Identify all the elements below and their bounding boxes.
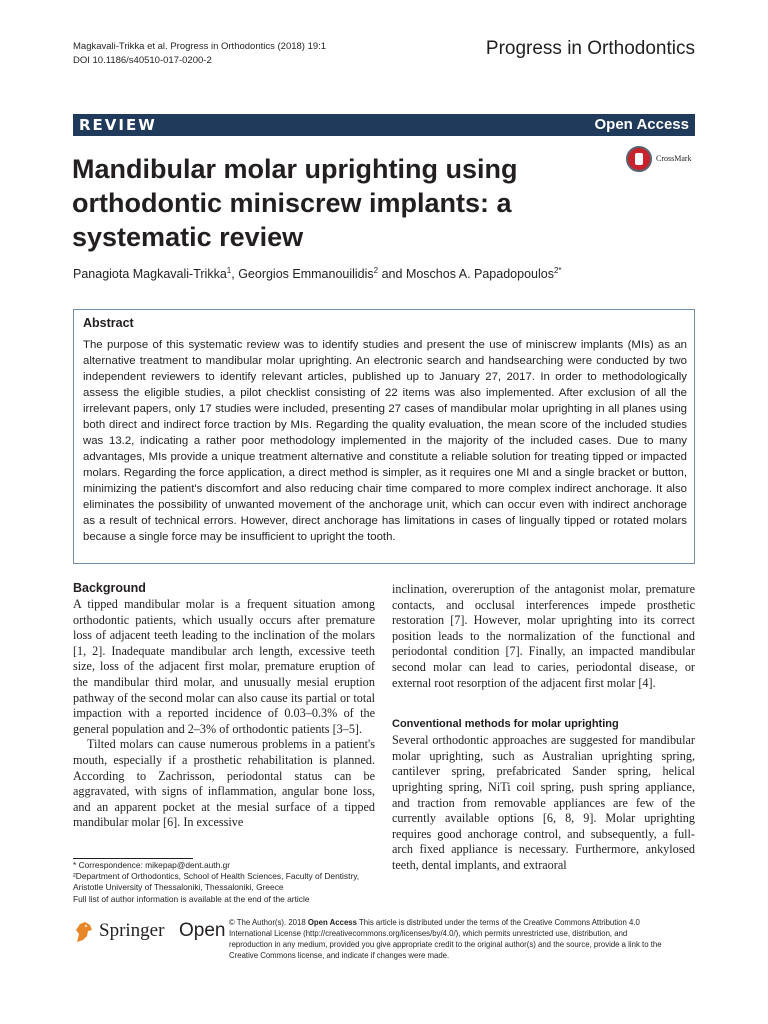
abstract-heading: Abstract: [83, 316, 134, 330]
author-affiliation: 2: [373, 266, 379, 275]
author-name: Moschos A. Papadopoulos: [405, 267, 554, 282]
footnotes: [73, 860, 378, 905]
subsection-heading-conventional: Conventional methods for molar uprighting: [392, 718, 619, 731]
journal-name: Progress in Orthodontics: [485, 38, 695, 59]
publisher-name: Springer: [99, 920, 165, 941]
author-list: Panagiota Magkavali-Trikka$^1$, Georgios Emmanouilidis$^2$ and Moschos A. Papadopoulos$^{2*}$: [73, 266, 562, 282]
crossmark-icon: [626, 146, 652, 172]
author-name: Georgios Emmanouilidis: [238, 267, 374, 282]
body-paragraph: A tipped mandibular molar is a frequent situation among orthodontic patients, which usually occurs after premature loss of adjacent teeth leading to the inclination of the molars [1, 2]. Inadequate mandibular arch length, excessive teeth size, loss of the adjacent first molar, premature eruption of the mandibular third molar, and unusually mesial eruption pathway of the second molar can also cause its partial or total impaction with a reported incidence of 0.03–0.3% of the general population and 2–3% of orthodontic patients [3–5].: [73, 597, 375, 736]
author-affiliation: 2*: [553, 266, 562, 275]
license-open-access: Open Access: [307, 918, 357, 927]
abstract-box: [73, 309, 695, 564]
author-info-note: Full list of author information is available at the end of the article: [73, 893, 310, 904]
crossmark-badge[interactable]: [626, 146, 698, 176]
article-type-band: [73, 114, 695, 136]
footnote-divider: [73, 858, 193, 859]
left-column: [73, 580, 375, 831]
publisher-open-label: Open: [179, 920, 226, 941]
crossmark-label: CrossMark: [656, 154, 692, 163]
citation-block: [73, 40, 326, 68]
body-paragraph: Tilted molars can cause numerous problems in a patient's mouth, especially if a prosthetic rehabilitation is planned. According to Zachrisson, periodontal status can be aggravated, with signs of inflammation, angular bone loss, and an apparent pocket at the mesial surface of a tipped mandibular molar [6]. In excessive: [73, 737, 375, 830]
author-affiliation: 1: [226, 266, 232, 275]
body-paragraph: Several orthodontic approaches are suggested for mandibular molar uprighting, such as Australian uprighting spring, cantilever spring, prefabricated Sander spring, helical uprighting spring, NiTi coil spring, push spring appliance, and traction from removable appliances are few of the currently available options [6, 8, 9]. Molar uprighting requires good anchorage control, and subsequently, a full-arch fixed appliance is necessary. Furthermore, ankylosed teeth, dental implants, and extraoral: [392, 733, 695, 872]
article-title: Mandibular molar uprighting using orthodontic miniscrew implants: a systematic review: [72, 154, 518, 252]
doi-line: DOI 10.1186/s40510-017-0200-2: [73, 55, 212, 66]
springer-open-logo: [73, 918, 226, 948]
right-column: [392, 582, 695, 874]
section-heading-background: Background: [73, 581, 146, 595]
body-paragraph: inclination, overeruption of the antagonist molar, premature contacts, and occlusal interferences impede prosthetic restoration [7]. However, molar uprighting into its correct position leads to the normalization of the functional and periodontal condition [7]. Finally, an impacted mandibular second molar can lead to caries, periodontal disease, or external root resorption of the adjacent first molar [4].: [392, 582, 695, 690]
abstract-text: The purpose of this systematic review was to identify studies and present the use of miniscrew implants (MIs) as an alternative treatment to mandibular molar uprighting. An electronic search and handsearching were conducted by two independent reviewers to identify relevant articles, published up to January 27, 2017. In order to methodologically assess the eligible studies, a pilot checklist consisting of 22 items was also implemented. After exclusion of all the irrelevant papers, only 17 studies were included, presenting 27 cases of mandibular molar uprighting in all planes using both direct and indirect force traction by MIs. Regarding the quality evaluation, the mean score of the included studies was 13.2, indicating a rather poor methodology implemented in the majority of the included cases. Due to many advantages, MIs provide a unique treatment alternative and constitute a reliable solution for treating tipped or impacted molars. Regarding the force application, a direct method is simpler, as it requires one MI and a single bracket or button, minimizing the patient's discomfort and also reducing chair time compared to more complex indirect anchorage. It also eliminates the possibility of unwanted movement of the anchorage unit, which can occur even with indirect anchorage as a result of technical errors. However, direct anchorage has limitations in cases of lingually tipped or rotated molars because a single force may be insufficient to upright the tooth.: [83, 339, 687, 543]
article-type-label: REVIEW: [79, 116, 157, 134]
author-name: Panagiota Magkavali-Trikka: [73, 267, 227, 282]
affiliation-note: ²Department of Orthodontics, School of Health Sciences, Faculty of Dentistry, Aristotle University of Thessaloniki, Thessaloniki, Greece: [73, 871, 360, 893]
correspondence-note: * Correspondence: mikepap@dent.auth.gr: [73, 860, 231, 870]
open-access-label: Open Access: [594, 116, 689, 133]
citation-line: Magkavali-Trikka et al. Progress in Orthodontics (2018) 19:1: [73, 41, 327, 52]
license-text: © The Author(s). 2018 Open Access This article is distributed under the terms of the Creative Commons Attribution 4.0 International License (http://creativecommons.org/licenses/by/4.0/), which permits unrestricted use, distribution, and reproduction in any medium, provided you give appropriate credit to the original author(s) and the source, provide a link to the Creative Commons license, and indicate if changes were made.: [229, 918, 662, 960]
springer-horse-icon: [73, 920, 95, 944]
